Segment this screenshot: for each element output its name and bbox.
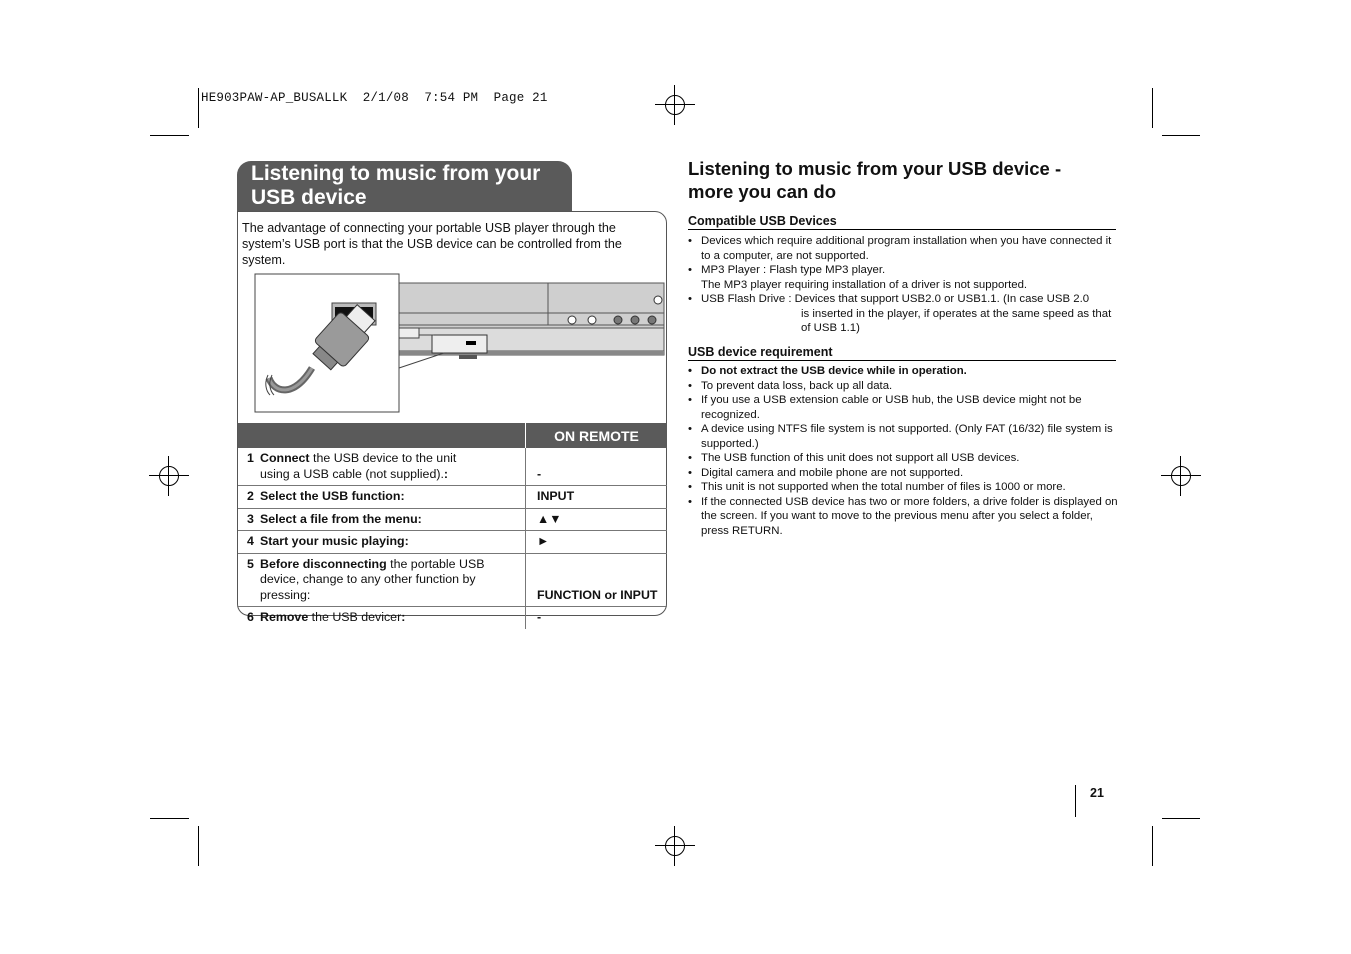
list-item: • Do not extract the USB device while in operation. — [688, 364, 1118, 379]
list-item: • MP3 Player : Flash type MP3 player. The MP3 player requiring installation of a driver is not supported. — [688, 263, 1118, 292]
remote-cell: INPUT — [526, 486, 668, 509]
list-item: • Digital camera and mobile phone are not supported. — [688, 466, 1118, 481]
registration-mark — [655, 85, 695, 125]
usb-requirement-list — [688, 364, 1118, 538]
page-number-rule — [1075, 785, 1076, 817]
step-cell: 5 Before disconnecting the portable USB device, change to any other function by pressing: — [238, 553, 526, 607]
right-section-title: Listening to music from your USB device - more you can do — [688, 158, 1062, 202]
step-cell: 2 Select the USB function: — [238, 486, 526, 509]
list-item: • USB Flash Drive : Devices that support USB2.0 or USB1.1. (In case USB 2.0 is inserted in the player, if operates at the same speed as that of USB 1.1) — [688, 292, 1118, 336]
list-item: • If the connected USB device has two or more folders, a drive folder is displayed on the screen. If you want to move to the previous menu after you select a folder, press RETURN. — [688, 495, 1118, 539]
step-cell: 6 Remove the USB devicer: — [238, 607, 526, 629]
crop-mark — [198, 88, 199, 128]
intro-paragraph: The advantage of connecting your portable USB player through the system’s USB port is that the USB device can be controlled from the system. — [242, 221, 622, 267]
list-item: • To prevent data loss, back up all data. — [688, 379, 1118, 394]
usb-connection-illustration — [254, 273, 666, 415]
compatible-devices-list — [688, 234, 1118, 336]
crop-mark — [150, 818, 189, 819]
table-row — [238, 508, 667, 531]
list-item: • If you use a USB extension cable or USB hub, the USB device might not be recognized. — [688, 393, 1118, 422]
crop-mark — [198, 826, 199, 866]
list-item: • Devices which require additional program installation when you have connected it to a computer, are not supported. — [688, 234, 1118, 263]
remote-cell: - — [526, 607, 668, 629]
registration-mark — [655, 826, 695, 866]
step-cell: 3 Select a file from the menu: — [238, 508, 526, 531]
table-header-row — [238, 423, 667, 448]
table-row — [238, 448, 667, 486]
steps-table — [238, 423, 667, 629]
list-item: • A device using NTFS file system is not supported. (Only FAT (16/32) file system is supported.) — [688, 422, 1118, 451]
crop-mark — [1152, 88, 1153, 128]
on-remote-header: ON REMOTE — [526, 423, 668, 448]
remote-cell: FUNCTION or INPUT — [526, 553, 668, 607]
list-item: • The USB function of this unit does not support all USB devices. — [688, 451, 1118, 466]
compatible-devices-heading: Compatible USB Devices — [688, 214, 1116, 230]
remote-cell: ▲▼ — [526, 508, 668, 531]
remote-cell: ► — [526, 531, 668, 554]
crop-mark — [1162, 818, 1200, 819]
crop-mark — [150, 135, 189, 136]
table-row — [238, 486, 667, 509]
registration-mark — [1161, 456, 1201, 496]
crop-mark — [1162, 135, 1200, 136]
left-section-title: Listening to music from your USB device — [251, 162, 541, 209]
step-cell: 1 Connect the USB device to the unit using a USB cable (not supplied).: — [247, 451, 457, 481]
crop-mark — [1152, 826, 1153, 866]
steps-header-cell — [238, 423, 526, 448]
table-row — [238, 607, 667, 629]
table-row — [238, 531, 667, 554]
page-number: 21 — [1090, 786, 1104, 800]
step-cell: 4 Start your music playing: — [238, 531, 526, 554]
print-slug: HE903PAW-AP_BUSALLK 2/1/08 7:54 PM Page 21 — [201, 91, 548, 105]
registration-mark — [149, 456, 189, 496]
table-row — [238, 553, 667, 607]
list-item: • This unit is not supported when the total number of files is 1000 or more. — [688, 480, 1118, 495]
usb-requirement-heading: USB device requirement — [688, 345, 1116, 361]
remote-cell: - — [526, 448, 668, 486]
